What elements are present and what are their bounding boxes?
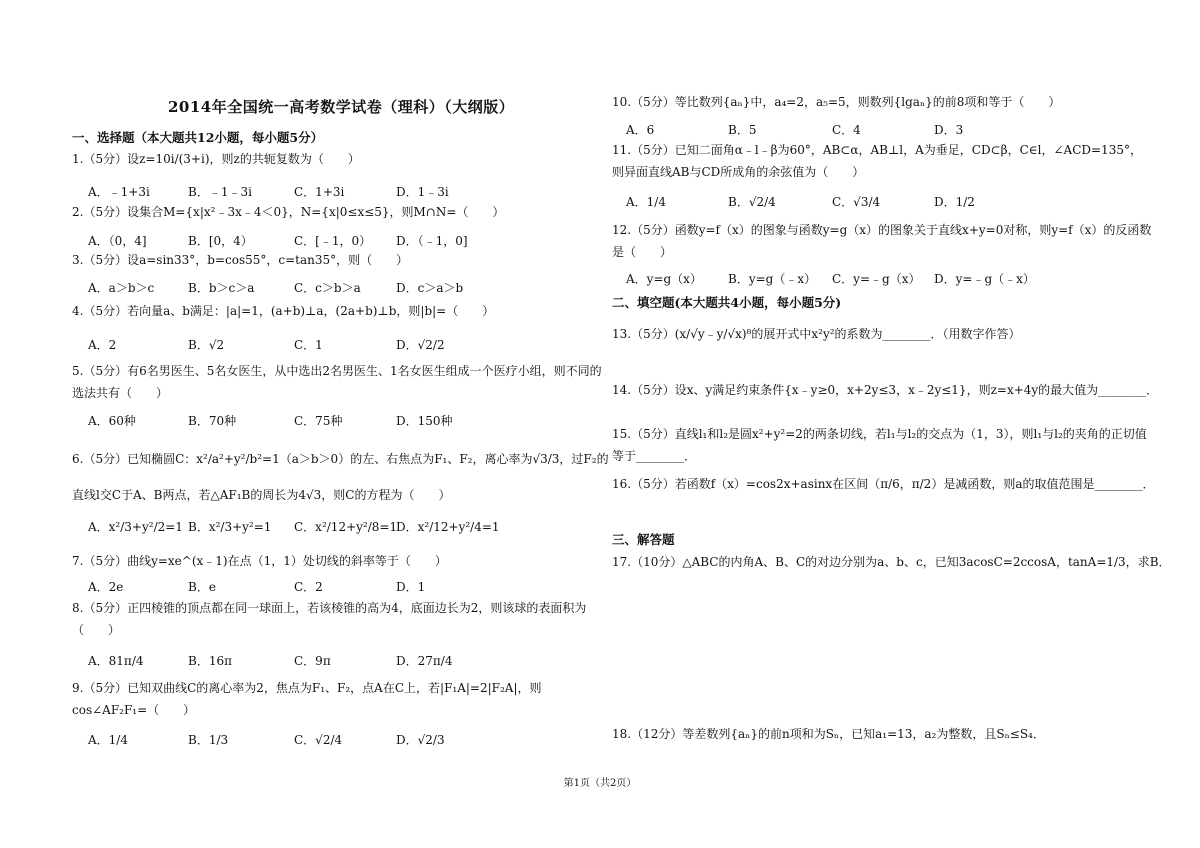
option-a: A．2: [88, 338, 117, 352]
option-c: C．75种: [294, 414, 343, 428]
option-c: C．4: [832, 123, 861, 137]
option-b: B．x²/3+y²=1: [188, 520, 272, 534]
option-d: D．c＞a＞b: [396, 281, 464, 295]
question-17: 17.（10分）△ABC的内角A、B、C的对边分别为a、b、c，已知3acosC=2ccosA，tanA=1/3，求B．: [612, 555, 1171, 569]
option-d: D．√2/3: [396, 733, 445, 747]
option-b: B．[0，4）: [188, 234, 253, 248]
question-14: 14.（5分）设x、y满足约束条件{x﹣y≥0，x+2y≤3，x﹣2y≤1}，则z=x+4y的最大值为________．: [612, 383, 1159, 397]
option-a: A．6: [626, 123, 655, 137]
option-c: C．√2/4: [294, 733, 343, 747]
option-a: A．x²/3+y²/2=1: [88, 520, 183, 534]
question-4: 4.（5分）若向量a、b满足：|a|=1，(a+b)⊥a，(2a+b)⊥b，则|b|=（ ）: [72, 304, 495, 318]
question-8: 8.（5分）正四棱锥的顶点都在同一球面上，若该棱锥的高为4，底面边长为2，则该球的表面积为（ ）: [72, 601, 587, 637]
question-1: 1.（5分）设z=10i/(3+i)，则z的共轭复数为（ ）: [72, 152, 360, 166]
option-b: B．y=g（﹣x）: [728, 272, 817, 286]
option-d: D．1: [396, 580, 426, 594]
option-c: C．[﹣1，0）: [294, 234, 372, 248]
option-d: D．1﹣3i: [396, 185, 449, 199]
option-c: C．y=﹣g（x）: [832, 272, 921, 286]
question-15: 15.（5分）直线l₁和l₂是圆x²+y²=2的两条切线，若l₁与l₂的交点为（1，3），则l₁与l₂的夹角的正切值等于________．: [612, 427, 1147, 463]
option-d: D．√2/2: [396, 338, 445, 352]
option-d: D．x²/12+y²/4=1: [396, 520, 500, 534]
option-a: A．1/4: [88, 733, 128, 747]
option-b: B．1/3: [188, 733, 229, 747]
option-b: B．√2/4: [728, 195, 776, 209]
option-c: C．2: [294, 580, 323, 594]
option-d: D．1/2: [934, 195, 975, 209]
section-choice-heading: 一、选择题（本大题共12小题，每小题5分）: [72, 130, 324, 145]
option-d: D．27π/4: [396, 654, 453, 668]
option-d: D．3: [934, 123, 964, 137]
exam-title: 2014年全国统一高考数学试卷（理科）（大纲版）: [168, 98, 515, 116]
option-d: D．（﹣1，0]: [396, 234, 468, 248]
question-9: 9.（5分）已知双曲线C的离心率为2，焦点为F₁、F₂，点A在C上，若|F₁A|=2|F₂A|，则cos∠AF₂F₁=（ ）: [72, 681, 542, 717]
question-5: 5.（5分）有6名男医生、5名女医生，从中选出2名男医生、1名女医生组成一个医疗小组，则不同的选法共有（ ）: [72, 364, 602, 400]
option-b: B．b＞c＞a: [188, 281, 255, 295]
option-a: A．（0，4]: [88, 234, 147, 248]
question-3: 3.（5分）设a=sin33°，b=cos55°，c=tan35°，则（ ）: [72, 253, 409, 267]
option-c: C．x²/12+y²/8=1: [294, 520, 398, 534]
question-2: 2.（5分）设集合M={x|x²﹣3x﹣4＜0}，N={x|0≤x≤5}，则M∩N=（ ）: [72, 205, 505, 219]
option-b: B．5: [728, 123, 757, 137]
option-a: A．﹣1+3i: [88, 185, 150, 199]
question-16: 16.（5分）若函数f（x）=cos2x+asinx在区间（π/6，π/2）是减函数，则a的取值范围是________．: [612, 477, 1155, 491]
option-a: A．81π/4: [88, 654, 144, 668]
section-answer-heading: 三、解答题: [612, 532, 675, 547]
option-c: C．1: [294, 338, 323, 352]
question-13: 13.（5分）(x/√y﹣y/√x)⁸的展开式中x²y²的系数为________．（用数字作答）: [612, 327, 1021, 341]
page-footer: 第1页（共2页）: [563, 778, 637, 789]
question-11: 11.（5分）已知二面角α﹣l﹣β为60°，AB⊂α，AB⊥l，A为垂足，CD⊂β，C∈l，∠ACD=135°，则异面直线AB与CD所成角的余弦值为（ ）: [612, 143, 1142, 179]
option-a: A．1/4: [626, 195, 666, 209]
option-c: C．√3/4: [832, 195, 881, 209]
option-a: A．y=g（x）: [626, 272, 702, 286]
question-7: 7.（5分）曲线y=xe^(x﹣1)在点（1，1）处切线的斜率等于（ ）: [72, 554, 447, 568]
question-12: 12.（5分）函数y=f（x）的图象与函数y=g（x）的图象关于直线x+y=0对称，则y=f（x）的反函数是（ ）: [612, 223, 1152, 259]
question-6: 6.（5分）已知椭圆C：x²/a²+y²/b²=1（a＞b＞0）的左、右焦点为F₁、F₂，离心率为√3/3，过F₂的直线l交C于A、B两点，若△AF₁B的周长为4√3，则C的方程为（ ）: [72, 452, 609, 502]
option-d: D．y=﹣g（﹣x）: [934, 272, 1035, 286]
option-b: B．e: [188, 580, 216, 594]
question-18: 18.（12分）等差数列{aₙ}的前n项和为Sₙ，已知a₁=13，a₂为整数，且Sₙ≤S₄．: [612, 727, 1045, 741]
option-c: C．9π: [294, 654, 331, 668]
option-d: D．150种: [396, 414, 453, 428]
option-b: B．√2: [188, 338, 225, 352]
option-c: C．1+3i: [294, 185, 345, 199]
option-a: A．60种: [88, 414, 136, 428]
option-a: A．2e: [88, 580, 124, 594]
section-fill-heading: 二、填空题(本大题共4小题，每小题5分): [612, 295, 842, 310]
option-b: B．16π: [188, 654, 232, 668]
question-10: 10.（5分）等比数列{aₙ}中，a₄=2，a₅=5，则数列{lgaₙ}的前8项和等于（ ）: [612, 95, 1061, 109]
option-a: A．a＞b＞c: [88, 281, 155, 295]
option-b: B．﹣1﹣3i: [188, 185, 252, 199]
option-b: B．70种: [188, 414, 237, 428]
option-c: C．c＞b＞a: [294, 281, 361, 295]
